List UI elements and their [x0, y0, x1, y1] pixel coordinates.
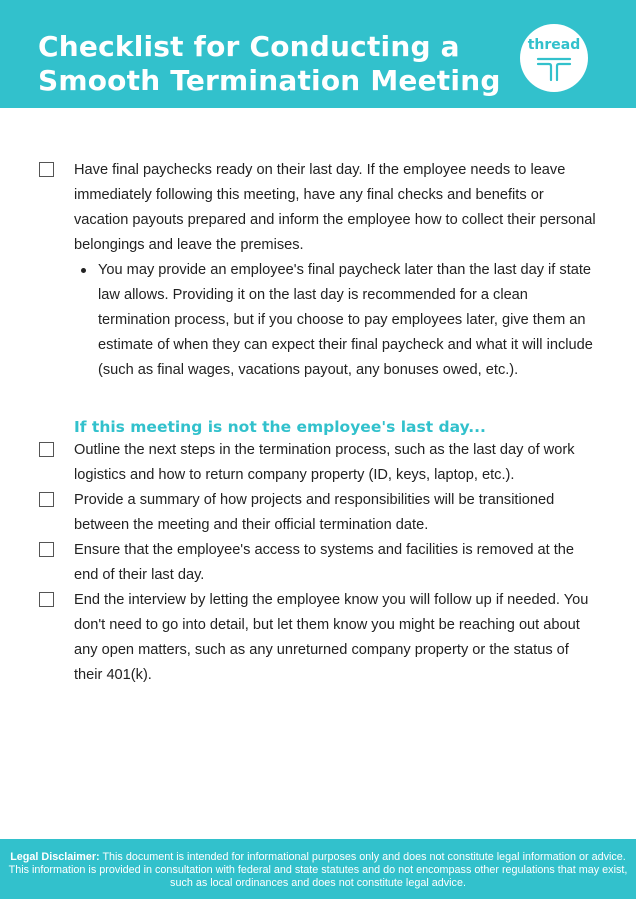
- section-heading: If this meeting is not the employee's last day...: [74, 418, 486, 436]
- checkbox[interactable]: [39, 442, 54, 457]
- disclaimer-text: This document is intended for informational purposes only and does not constitute legal information or advice. This information is provided in consultation with federal and state statutes and do not encompass other regulations that may exist, such as local ordinances and does not constitute legal advice.: [8, 851, 628, 889]
- checklist-item: [38, 538, 598, 588]
- legal-disclaimer-footer: [0, 839, 636, 899]
- checklist-item-text: Outline the next steps in the termination process, such as the last day of work logistics and how to return company property (ID, keys, laptop, etc.).: [74, 442, 575, 483]
- checklist-item: [38, 588, 598, 688]
- page-title: [38, 30, 501, 98]
- checklist-item: [38, 488, 598, 538]
- checklist-item: [38, 438, 598, 488]
- page-title-line-1: Checklist for Conducting a: [38, 30, 460, 63]
- checkbox[interactable]: [39, 162, 54, 177]
- page-title-line-2: Smooth Termination Meeting: [38, 64, 501, 97]
- checklist-item-text: Have final paychecks ready on their last day. If the employee needs to leave immediately following this meeting, have any final checks and benefits or vacation payouts prepared and inform the employee how to collect their personal belongings and leave the premises.: [74, 162, 596, 253]
- logo-wordmark: thread: [527, 37, 581, 53]
- thread-logo: [520, 24, 588, 92]
- checkbox[interactable]: [39, 592, 54, 607]
- checklist-content: [38, 158, 598, 688]
- bullet-item: You may provide an employee's final paycheck later than the last day if state law allows. Providing it on the last day is recommended for a clean termination process, but if you choose to pay employees later, give them an estimate of when they can expect their final paycheck and what it will include (such as final wages, vacations payout, any bonuses owed, etc.).: [98, 258, 598, 383]
- checklist-item: [38, 158, 598, 258]
- checkbox[interactable]: [39, 492, 54, 507]
- logo-t-icon: [520, 24, 588, 92]
- checklist-item-text: Provide a summary of how projects and responsibilities will be transitioned between the meeting and their official termination date.: [74, 492, 555, 533]
- checklist-item-text: Ensure that the employee's access to systems and facilities is removed at the end of their last day.: [74, 542, 575, 583]
- checklist-item-text: End the interview by letting the employee know you will follow up if needed. You don't need to go into detail, but let them know you might be reaching out about any open matters, such as any unreturned company property or the status of their 401(k).: [74, 592, 589, 683]
- disclaimer-label: Legal Disclaimer:: [10, 851, 100, 863]
- checkbox[interactable]: [39, 542, 54, 557]
- header-banner: [0, 0, 636, 108]
- bullet-list: [38, 258, 598, 383]
